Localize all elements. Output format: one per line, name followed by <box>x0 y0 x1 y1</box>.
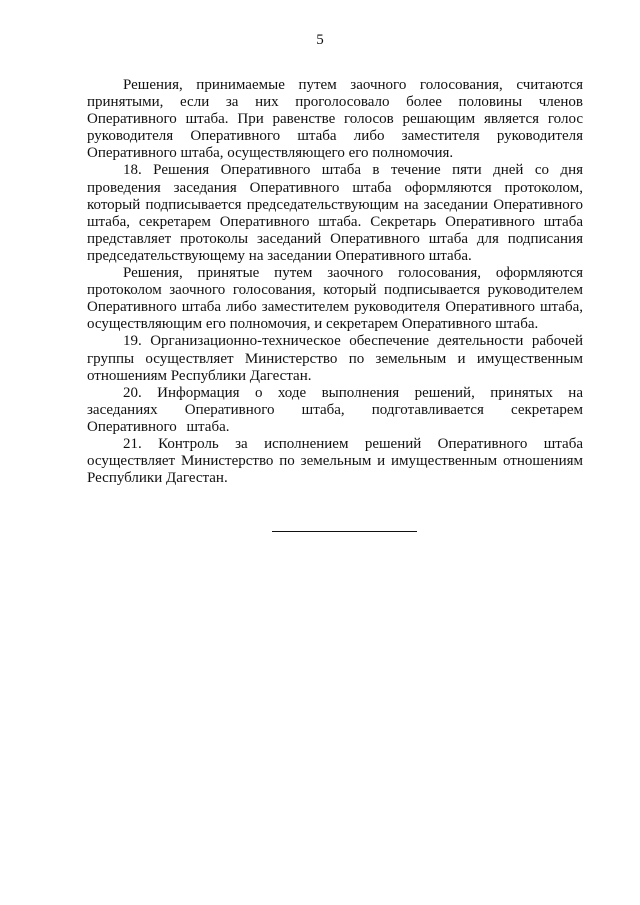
paragraph-20-information: 20. Информация о ходе выполнения решений, принятых на заседаниях Оперативного штаба, подготавливается секретарем Оперативного штаба. <box>87 384 583 435</box>
paragraph-absentee-voting-protocol: Решения, принятые путем заочного голосования, оформляются протоколом заочного голосования, который подписывается руководителем Оперативного штаба либо заместителем руководителя Оперативного штаба, осуществляющим его полномочия, и секретарем Оперативного штаба. <box>87 265 583 333</box>
paragraph-absentee-voting-rule: Решения, принимаемые путем заочного голосования, считаются принятыми, если за них проголосовало более половины членов Оперативного штаба. При равенстве голосов решающим является голос руководителя Оперативного штаба либо заместителя руководителя Оперативного штаба, осуществляющего его полномочия. <box>87 77 583 162</box>
paragraph-19-support: 19. Организационно-техническое обеспечение деятельности рабочей группы осуществляет Министерство по земельным и имущественным отношениям Республики Дагестан. <box>87 333 583 384</box>
page-number: 5 <box>316 32 324 48</box>
document-body <box>87 77 583 487</box>
paragraph-21-control: 21. Контроль за исполнением решений Оперативного штаба осуществляет Министерство по земельным и имущественным отношениям Республики Дагестан. <box>87 435 583 487</box>
end-separator-line <box>272 531 417 532</box>
paragraph-18-protocol: 18. Решения Оперативного штаба в течение пяти дней со дня проведения заседания Оперативного штаба оформляются протоколом, который подписывается председательствующим на заседании Оперативного штаба, секретарем Оперативного штаба. Секретарь Оперативного штаба представляет протоколы заседаний Оперативного штаба для подписания председательствующему на заседании Оперативного штаба. <box>87 162 583 264</box>
